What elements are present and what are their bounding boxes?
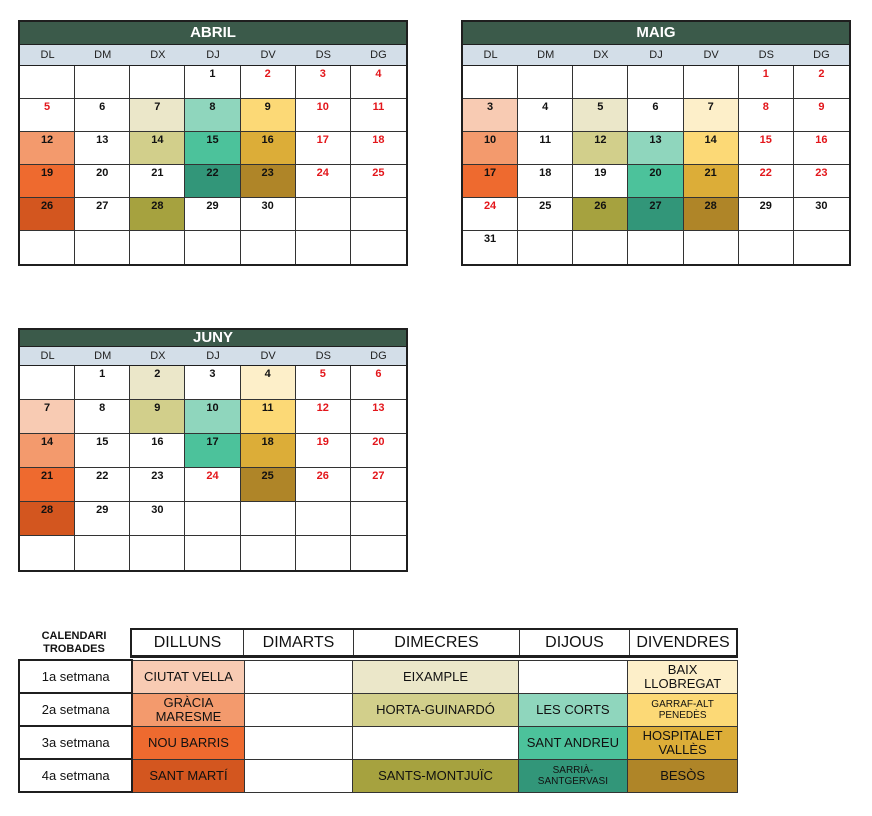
day-cell: 10 (296, 99, 351, 132)
day-cell: 21 (20, 468, 75, 502)
weekday-header: DJ (649, 49, 663, 61)
day-cell: 15 (185, 132, 240, 165)
day-cell: 15 (739, 132, 794, 165)
day-cell: 13 (75, 132, 130, 165)
weekday-header: DX (593, 49, 609, 61)
day-cell: 3 (296, 66, 351, 99)
day-cell: 11 (351, 99, 406, 132)
empty-legend-cell (353, 726, 518, 759)
empty-day-cell (518, 66, 573, 99)
day-cell: 15 (75, 434, 130, 468)
day-cell: 3 (185, 366, 240, 400)
empty-day-cell (75, 66, 130, 99)
day-cell: 1 (739, 66, 794, 99)
calendar-title: JUNY (20, 330, 406, 347)
day-cell: 13 (351, 400, 406, 434)
weekday-header-row (20, 45, 406, 66)
weekday-header: DG (370, 49, 387, 61)
calendar-abril (18, 20, 408, 266)
day-cell: 7 (20, 400, 75, 434)
empty-day-cell (20, 66, 75, 99)
empty-day-cell (296, 198, 351, 231)
day-cell: 8 (185, 99, 240, 132)
weekday-header-row (20, 347, 406, 366)
day-cell: 8 (739, 99, 794, 132)
calendar-grid (20, 366, 406, 570)
day-cell: 16 (794, 132, 849, 165)
day-cell: 20 (75, 165, 130, 198)
day-cell: 3 (463, 99, 518, 132)
legend-header-dimarts: DIMARTS (244, 630, 354, 655)
day-cell: 9 (130, 400, 185, 434)
empty-day-cell (20, 536, 75, 570)
day-cell: 8 (75, 400, 130, 434)
day-cell: 6 (628, 99, 683, 132)
district-cell: LES CORTS (518, 693, 628, 726)
day-cell: 30 (241, 198, 296, 231)
week-label: 1a setmana (19, 660, 132, 693)
day-cell: 4 (518, 99, 573, 132)
empty-legend-cell (518, 660, 628, 693)
legend-header-dimecres: DIMECRES (354, 630, 520, 655)
empty-day-cell (130, 66, 185, 99)
weekday-header: DV (703, 49, 719, 61)
empty-day-cell (20, 231, 75, 264)
calendar-grid (20, 66, 406, 264)
day-cell: 30 (794, 198, 849, 231)
empty-legend-cell (244, 726, 353, 759)
empty-day-cell (296, 502, 351, 536)
weekday-header: DS (315, 350, 331, 362)
empty-day-cell (684, 66, 739, 99)
day-cell: 27 (75, 198, 130, 231)
empty-day-cell (185, 536, 240, 570)
calendar-maig (461, 20, 851, 266)
day-cell: 9 (241, 99, 296, 132)
empty-day-cell (241, 231, 296, 264)
day-cell: 20 (628, 165, 683, 198)
empty-day-cell (351, 502, 406, 536)
weekday-header: DG (813, 49, 830, 61)
empty-day-cell (241, 536, 296, 570)
day-cell: 29 (75, 502, 130, 536)
day-cell: 5 (20, 99, 75, 132)
day-cell: 1 (75, 366, 130, 400)
legend-header-dilluns: DILLUNS (132, 630, 244, 655)
calendar-grid (463, 66, 849, 264)
legend-header-divendres: DIVENDRES (636, 634, 730, 651)
weekday-header: DM (94, 350, 112, 362)
day-cell: 16 (241, 132, 296, 165)
weekday-header: DV (260, 350, 276, 362)
day-cell: 27 (351, 468, 406, 502)
day-cell: 18 (241, 434, 296, 468)
empty-day-cell (573, 231, 628, 264)
day-cell: 5 (573, 99, 628, 132)
district-cell: GARRAF-ALT PENEDÈS (628, 693, 738, 726)
day-cell: 28 (684, 198, 739, 231)
day-cell: 22 (739, 165, 794, 198)
day-cell: 11 (518, 132, 573, 165)
district-cell: EIXAMPLE (353, 660, 518, 693)
weekday-header: DM (537, 49, 555, 61)
day-cell: 21 (130, 165, 185, 198)
district-cell: BESÒS (628, 759, 738, 792)
district-cell: SANT MARTÍ (132, 759, 244, 792)
day-cell: 17 (185, 434, 240, 468)
day-cell: 14 (20, 434, 75, 468)
empty-day-cell (296, 536, 351, 570)
day-cell: 12 (20, 132, 75, 165)
district-cell: NOU BARRIS (132, 726, 244, 759)
day-cell: 25 (241, 468, 296, 502)
day-cell: 7 (684, 99, 739, 132)
day-cell: 1 (185, 66, 240, 99)
empty-day-cell (130, 536, 185, 570)
day-cell: 23 (794, 165, 849, 198)
weekday-header: DM (94, 49, 112, 61)
day-cell: 21 (684, 165, 739, 198)
week-label: 4a setmana (19, 759, 132, 792)
empty-day-cell (75, 536, 130, 570)
day-cell: 25 (351, 165, 406, 198)
day-cell: 12 (296, 400, 351, 434)
legend-row (19, 759, 738, 792)
empty-day-cell (351, 231, 406, 264)
day-cell: 12 (573, 132, 628, 165)
empty-day-cell (463, 66, 518, 99)
legend-row (19, 726, 738, 759)
weekday-header-row (463, 45, 849, 66)
day-cell: 23 (241, 165, 296, 198)
empty-legend-cell (244, 759, 353, 792)
legend-row (19, 660, 738, 693)
empty-day-cell (351, 536, 406, 570)
day-cell: 23 (130, 468, 185, 502)
day-cell: 13 (628, 132, 683, 165)
day-cell: 7 (130, 99, 185, 132)
district-cell: GRÀCIA MARESME (132, 693, 244, 726)
empty-day-cell (185, 231, 240, 264)
day-cell: 2 (794, 66, 849, 99)
day-cell: 22 (185, 165, 240, 198)
day-cell: 26 (573, 198, 628, 231)
empty-day-cell (628, 66, 683, 99)
weekday-header: DL (40, 350, 55, 362)
day-cell: 17 (296, 132, 351, 165)
day-cell: 19 (573, 165, 628, 198)
empty-day-cell (794, 231, 849, 264)
empty-day-cell (130, 231, 185, 264)
empty-day-cell (296, 231, 351, 264)
weekday-header: DX (150, 49, 166, 61)
calendar-title: ABRIL (20, 22, 406, 45)
day-cell: 18 (351, 132, 406, 165)
empty-day-cell (75, 231, 130, 264)
day-cell: 26 (20, 198, 75, 231)
day-cell: 19 (296, 434, 351, 468)
day-cell: 29 (185, 198, 240, 231)
day-cell: 14 (684, 132, 739, 165)
empty-day-cell (739, 231, 794, 264)
legend-table (18, 659, 738, 793)
empty-day-cell (573, 66, 628, 99)
empty-day-cell (241, 502, 296, 536)
weekday-header: DL (40, 49, 55, 61)
day-cell: 24 (185, 468, 240, 502)
legend-header-row (130, 628, 738, 658)
weekday-header: DJ (206, 350, 220, 362)
day-cell: 5 (296, 366, 351, 400)
day-cell: 18 (518, 165, 573, 198)
district-cell: HORTA-GUINARDÓ (353, 693, 518, 726)
district-cell: SANT ANDREU (518, 726, 628, 759)
weekday-header: DX (150, 350, 166, 362)
calendar-juny (18, 328, 408, 572)
calendar-title: MAIG (463, 22, 849, 45)
day-cell: 26 (296, 468, 351, 502)
day-cell: 9 (794, 99, 849, 132)
day-cell: 28 (20, 502, 75, 536)
day-cell: 24 (296, 165, 351, 198)
week-label: 2a setmana (19, 693, 132, 726)
day-cell: 11 (241, 400, 296, 434)
empty-legend-cell (244, 660, 353, 693)
empty-day-cell (518, 231, 573, 264)
weekday-header: DG (370, 350, 387, 362)
day-cell: 10 (185, 400, 240, 434)
district-cell: SANTS-MONTJUÏC (353, 759, 518, 792)
day-cell: 27 (628, 198, 683, 231)
empty-day-cell (20, 366, 75, 400)
district-cell: CIUTAT VELLA (132, 660, 244, 693)
day-cell: 19 (20, 165, 75, 198)
day-cell: 2 (241, 66, 296, 99)
empty-legend-cell (244, 693, 353, 726)
empty-day-cell (351, 198, 406, 231)
district-cell: SARRIÀ-SANTGERVASI (518, 759, 628, 792)
legend-header-dijous: DIJOUS (520, 630, 630, 655)
legend-row (19, 693, 738, 726)
day-cell: 2 (130, 366, 185, 400)
day-cell: 14 (130, 132, 185, 165)
day-cell: 28 (130, 198, 185, 231)
empty-day-cell (185, 502, 240, 536)
day-cell: 6 (351, 366, 406, 400)
day-cell: 25 (518, 198, 573, 231)
day-cell: 4 (241, 366, 296, 400)
day-cell: 29 (739, 198, 794, 231)
day-cell: 30 (130, 502, 185, 536)
day-cell: 17 (463, 165, 518, 198)
district-cell: BAIX LLOBREGAT (628, 660, 738, 693)
week-label: 3a setmana (19, 726, 132, 759)
day-cell: 4 (351, 66, 406, 99)
day-cell: 20 (351, 434, 406, 468)
day-cell: 31 (463, 231, 518, 264)
weekday-header: DS (758, 49, 774, 61)
day-cell: 16 (130, 434, 185, 468)
legend-title: CALENDARI TROBADES (41, 630, 107, 655)
empty-day-cell (684, 231, 739, 264)
weekday-header: DJ (206, 49, 220, 61)
weekday-header: DV (260, 49, 276, 61)
weekday-header: DL (483, 49, 498, 61)
district-cell: HOSPITALET VALLÈS (628, 726, 738, 759)
day-cell: 10 (463, 132, 518, 165)
day-cell: 6 (75, 99, 130, 132)
day-cell: 22 (75, 468, 130, 502)
meetings-legend (18, 628, 740, 794)
empty-day-cell (628, 231, 683, 264)
weekday-header: DS (315, 49, 331, 61)
day-cell: 24 (463, 198, 518, 231)
